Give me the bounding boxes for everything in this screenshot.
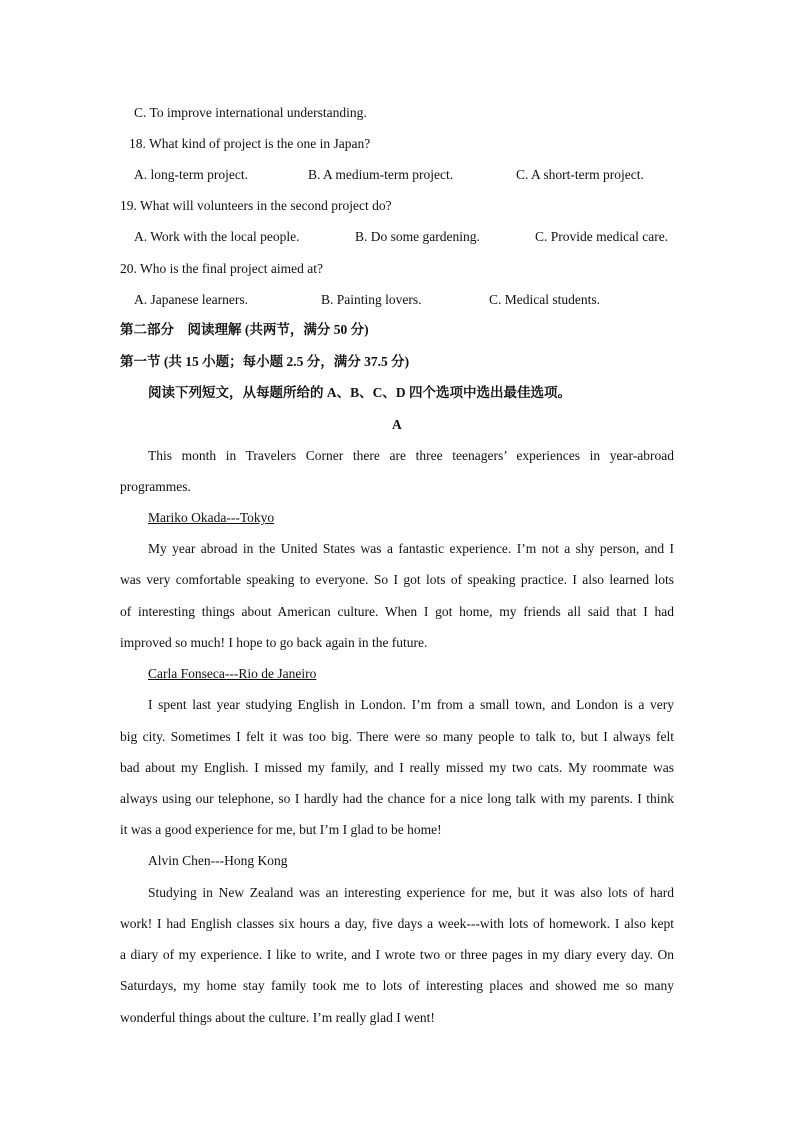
alvin-line-1: Studying in New Zealand was an interesting experience for me, but it was also lots of hard — [148, 885, 674, 900]
q20-option-a: A. Japanese learners. — [134, 292, 248, 307]
carla-line-4: always using our telephone, so I hardly had the chance for a nice long talk with my parents. I think — [120, 791, 674, 806]
alvin-line-5: wonderful things about the culture. I’m really glad I went! — [120, 1010, 435, 1025]
q18-option-b: B. A medium-term project. — [308, 167, 454, 182]
q19-option-a: A. Work with the local people. — [134, 229, 300, 244]
speaker-mariko: Mariko Okada---Tokyo — [148, 510, 275, 525]
q18-option-c: C. A short-term project. — [516, 167, 644, 182]
q17-option-c: C. To improve international understanding. — [134, 105, 367, 120]
q20-option-b: B. Painting lovers. — [321, 292, 422, 307]
alvin-line-4: Saturdays, my home stay family took me to lots of interesting places and showed me so many — [120, 978, 674, 993]
alvin-line-2: work! I had English classes six hours a day, five days a week---with lots of homework. I also kept — [120, 916, 674, 931]
q19-stem: 19. What will volunteers in the second project do? — [120, 198, 392, 213]
q18-stem: 18. What kind of project is the one in Japan? — [129, 136, 371, 151]
passage-label: A — [392, 417, 402, 432]
q19-option-b: B. Do some gardening. — [355, 229, 480, 244]
mariko-line-1: My year abroad in the United States was a fantastic experience. I’m not a shy person, and I — [148, 541, 674, 556]
carla-line-5: it was a good experience for me, but I’m I glad to be home! — [120, 822, 442, 837]
q20-option-c: C. Medical students. — [489, 292, 600, 307]
carla-line-1: I spent last year studying English in London. I’m from a small town, and London is a very — [148, 697, 674, 712]
mariko-line-2: was very comfortable speaking to everyone. So I got lots of speaking practice. I also learned lots — [120, 572, 674, 587]
mariko-line-4: improved so much! I hope to go back again in the future. — [120, 635, 428, 650]
q19-option-c: C. Provide medical care. — [535, 229, 669, 244]
carla-line-2: big city. Sometimes I felt it was too big. There were so many people to talk to, but I always felt — [120, 729, 674, 744]
alvin-line-3: a diary of my experience. I like to write, and I wrote two or three pages in my diary every day. On — [120, 947, 674, 962]
reading-instruction: 阅读下列短文，从每题所给的 A、B、C、D 四个选项中选出最佳选项。 — [148, 385, 572, 400]
speaker-alvin: Alvin Chen---Hong Kong — [148, 853, 288, 868]
passage-intro-line-2: programmes. — [120, 479, 191, 494]
mariko-line-3: of interesting things about American culture. When I got home, my friends all said that I had — [120, 604, 674, 619]
passage-intro-line-1: This month in Travelers Corner there are three teenagers’ experiences in year-abroad — [148, 448, 674, 463]
section1-heading: 第一节 (共 15 小题；每小题 2.5 分，满分 37.5 分) — [120, 354, 410, 369]
q20-stem: 20. Who is the final project aimed at? — [120, 261, 323, 276]
part2-heading: 第二部分 阅读理解 (共两节，满分 50 分) — [120, 322, 369, 337]
q18-option-a: A. long-term project. — [134, 167, 248, 182]
carla-line-3: bad about my English. I missed my family, and I really missed my two cats. My roommate was — [120, 760, 674, 775]
speaker-carla: Carla Fonseca---Rio de Janeiro — [148, 666, 317, 681]
